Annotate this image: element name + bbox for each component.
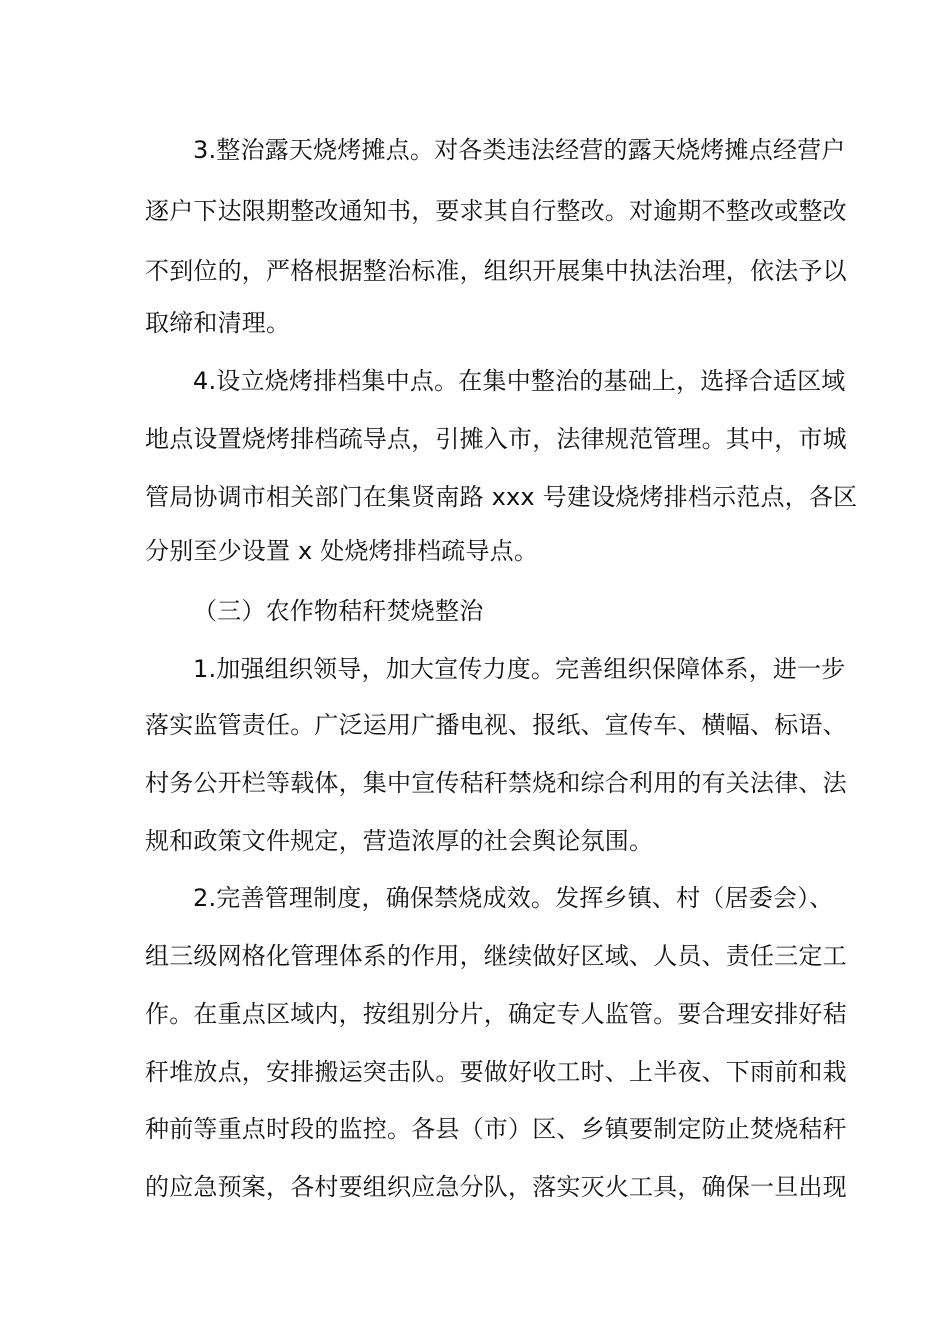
paragraph-2-line-6: 的应急预案，各村要组织应急分队，落实灭火工具，确保一旦出现	[145, 1173, 847, 1201]
paragraph-3-line-3: 不到位的，严格根据整治标准，组织开展集中执法治理，依法予以	[145, 257, 847, 285]
paragraph-2-line-4: 秆堆放点，安排搬运突击队。要做好收工时、上半夜、下雨前和栽	[145, 1058, 847, 1086]
paragraph-3-line-2: 逐户下达限期整改通知书，要求其自行整改。对逾期不整改或整改	[145, 197, 847, 225]
paragraph-4-line-2: 地点设置烧烤排档疏导点，引摊入市，法律规范管理。其中，市城	[145, 425, 847, 453]
paragraph-1-line-3: 村务公开栏等载体，集中宣传秸秆禁烧和综合利用的有关法律、法	[145, 769, 847, 797]
paragraph-3-line-1: 3.整治露天烧烤摊点。对各类违法经营的露天烧烤摊点经营户	[193, 136, 846, 164]
paragraph-4-line-4: 分别至少设置 x 处烧烤排档疏导点。	[145, 537, 539, 565]
paragraph-2-line-3: 作。在重点区域内，按组别分片，确定专人监管。要合理安排好秸	[145, 1000, 847, 1028]
paragraph-2-line-1: 2.完善管理制度，确保禁烧成效。发挥乡镇、村（居委会）、	[193, 884, 834, 912]
paragraph-1-line-1: 1.加强组织领导，加大宣传力度。完善组织保障体系，进一步	[193, 655, 846, 683]
paragraph-4-line-1: 4.设立烧烤排档集中点。在集中整治的基础上，选择合适区域	[193, 367, 846, 395]
paragraph-2-line-2: 组三级网格化管理体系的作用，继续做好区域、人员、责任三定工	[145, 942, 847, 970]
paragraph-2-line-5: 种前等重点时段的监控。各县（市）区、乡镇要制定防止焚烧秸秆	[145, 1115, 847, 1143]
paragraph-1-line-4: 规和政策文件规定，营造浓厚的社会舆论氛围。	[145, 827, 654, 855]
section-heading-3: （三）农作物秸秆焚烧整治	[193, 597, 484, 625]
paragraph-3-line-4: 取缔和清理。	[145, 309, 291, 337]
paragraph-1-line-2: 落实监管责任。广泛运用广播电视、报纸、宣传车、横幅、标语、	[145, 711, 847, 739]
paragraph-4-line-3: 管局协调市相关部门在集贤南路 xxx 号建设烧烤排档示范点，各区	[145, 483, 858, 511]
